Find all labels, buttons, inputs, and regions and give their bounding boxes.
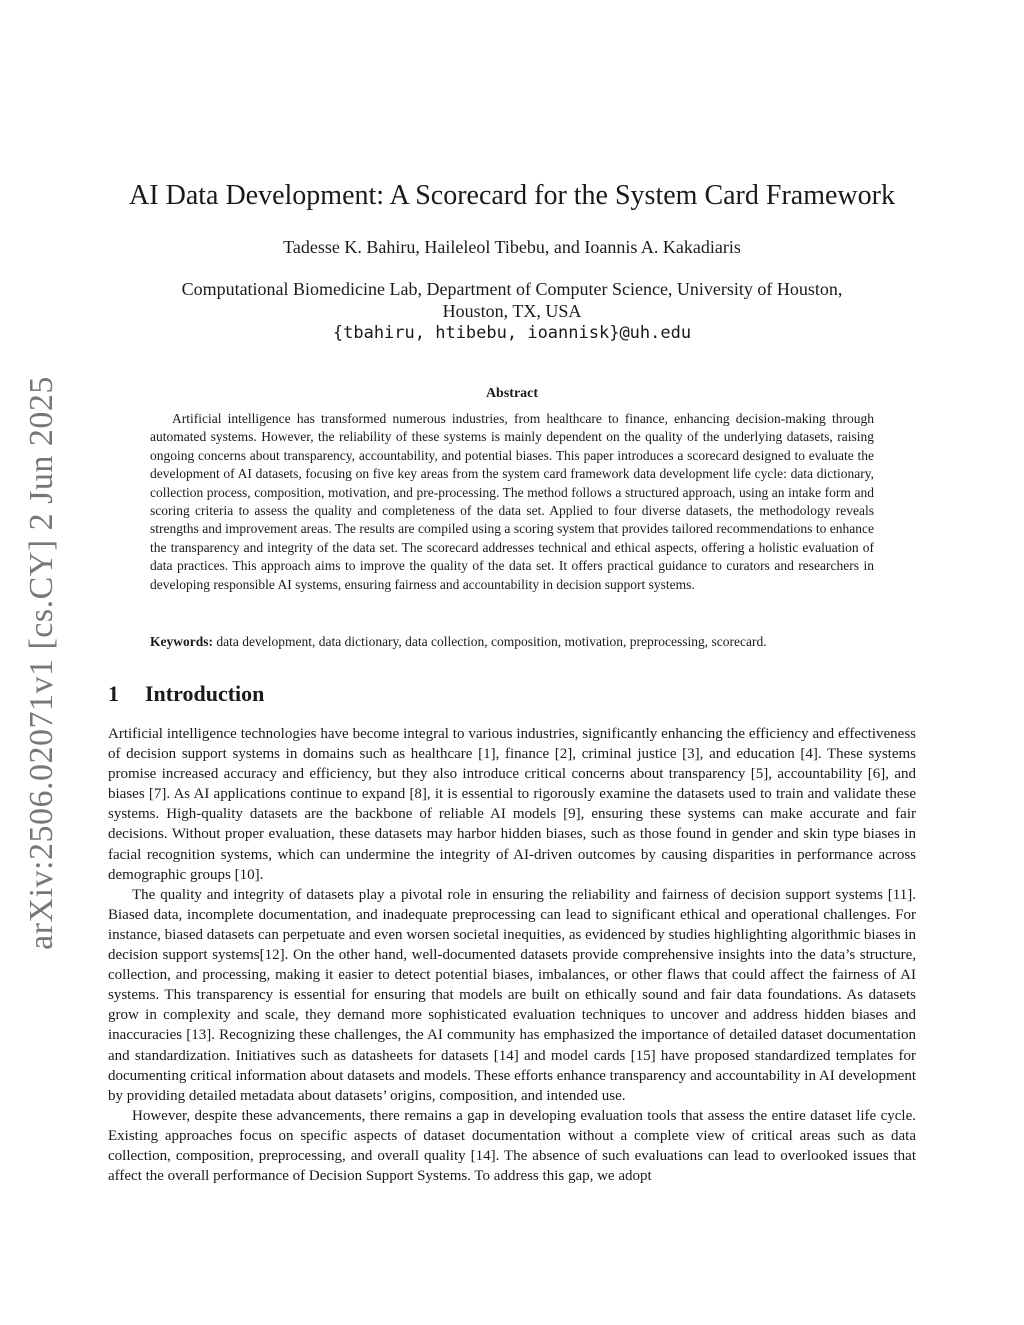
affiliation-line-1: Computational Biomedicine Lab, Department of Computer Science, University of Houston, bbox=[181, 279, 843, 299]
section-title: Introduction bbox=[145, 681, 265, 706]
affiliation-block bbox=[120, 278, 904, 344]
introduction-body bbox=[108, 724, 916, 1186]
keywords-line bbox=[150, 633, 874, 651]
section-number: 1 bbox=[108, 681, 119, 706]
section-heading-introduction bbox=[108, 681, 264, 707]
abstract-heading: Abstract bbox=[485, 386, 539, 401]
intro-paragraph: The quality and integrity of datasets play a pivotal role in ensuring the reliability and fairness of decision support systems [11]. Biased data, incomplete documentation, and inadequate preprocessing can lead to significant ethical and operational challenges. For instance, biased datasets can perpetuate and even worsen societal inequities, as evidenced by studies highlighting algorithmic biases in decision support systems[12]. On the other hand, well-documented datasets provide comprehensive insights into the data’s structure, collection, and processing, making it easier to detect potential biases, imbalances, or other flaws that could affect the fairness of AI systems. This transparency is essential for ensuring that models are built on ethically sound and fair data foundations. As datasets grow in complexity and scale, they demand more sophisticated evaluation techniques to uncover and address hidden biases and inaccuracies [13]. Recognizing these challenges, the AI community has emphasized the importance of detailed dataset documentation and standardization. Initiatives such as datasheets for datasets [14] and model cards [15] have proposed standardized templates for documenting critical information about datasets and models. These efforts enhance transparency and accountability in AI development by providing detailed metadata about datasets’ origins, composition, and intended use. bbox=[108, 886, 916, 1104]
keywords-label: Keywords: bbox=[150, 634, 213, 649]
affiliation-line-2: Houston, TX, USA bbox=[442, 301, 582, 321]
arxiv-identifier-text: arXiv:2506.02071v1 [cs.CY] 2 Jun 2025 bbox=[23, 375, 61, 950]
intro-paragraph: However, despite these advancements, there remains a gap in developing evaluation tools that assess the entire dataset life cycle. Existing approaches focus on specific aspects of dataset documentation without a complete view of critical areas such as data collection, composition, preprocessing, and overall quality [14]. The absence of such evaluations can lead to overlooked issues that affect the overall performance of Decision Support Systems. To address this gap, we adopt bbox=[108, 1107, 916, 1185]
paper-title: AI Data Development: A Scorecard for the System Card Framework bbox=[129, 180, 895, 211]
arxiv-identifier-stamp bbox=[12, 375, 72, 950]
intro-paragraph: Artificial intelligence technologies have become integral to various industries, significantly enhancing the efficiency and effectiveness of decision support systems in domains such as healthcare [1], finance [2], criminal justice [3], and education [4]. These systems promise increased accuracy and efficiency, but they also introduce critical concerns about transparency [5], accountability [6], and biases [7]. As AI applications continue to expand [8], it is essential to rigorously examine the datasets used to train and validate these systems. High-quality datasets are the backbone of reliable AI models [9], ensuring these systems can make accurate and fair decisions. Without proper evaluation, these datasets may harbor hidden biases, such as those found in gender and skin type biases in facial recognition systems, which can undermine the integrity of AI-driven outcomes by causing disparities in performance across demographic groups [10]. bbox=[108, 726, 916, 883]
author-emails: {tbahiru, htibebu, ioannisk}@uh.edu bbox=[332, 323, 692, 343]
keywords-text: data development, data dictionary, data collection, composition, motivation, preprocessing, scorecard. bbox=[216, 634, 767, 649]
paper-authors: Tadesse K. Bahiru, Haileleol Tibebu, and Ioannis A. Kakadiaris bbox=[283, 237, 741, 257]
abstract-text: Artificial intelligence has transformed numerous industries, from healthcare to finance, enhancing decision-making through automated systems. However, the reliability of these systems is mainly dependent on the quality of the underlying datasets, raising ongoing concerns about transparency, accountability, and potential biases. This paper introduces a scorecard designed to evaluate the development of AI datasets, focusing on five key areas from the system card framework data development life cycle: data dictionary, collection process, composition, motivation, and pre-processing. The method follows a structured approach, using an intake form and scoring criteria to assess the quality and completeness of the data set. Applied to four diverse datasets, the methodology reveals strengths and improvement areas. The results are compiled using a scoring system that provides tailored recommendations to enhance the transparency and integrity of the data set. The scorecard addresses technical and ethical aspects, offering a holistic evaluation of data practices. This approach aims to improve the quality of the data set. It offers practical guidance to curators and researchers in developing responsible AI systems, ensuring fairness and accountability in decision support systems. bbox=[150, 411, 874, 592]
